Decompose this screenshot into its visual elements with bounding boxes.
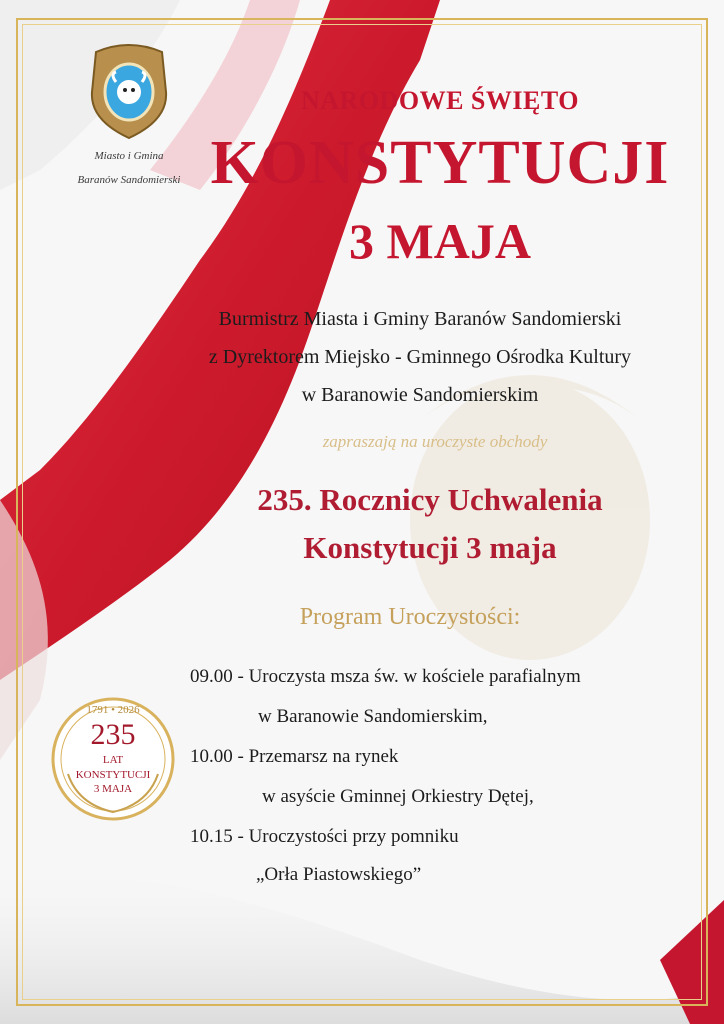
municipality-name-line1: Miasto i Gmina: [94, 150, 164, 162]
badge-line2: 3 MAJA: [93, 783, 133, 795]
anniversary-line1: 235. Rocznicy Uchwalenia: [257, 482, 603, 517]
title-line1: NARODOWE ŚWIĘTO: [301, 86, 579, 115]
invitation-text: zapraszają na uroczyste obchody: [322, 432, 548, 451]
municipality-name-line2: Baranów Sandomierski: [77, 174, 181, 186]
program-line: 10.00 - Przemarsz na rynek: [190, 746, 399, 767]
organizer-line1: Burmistrz Miasta i Gminy Baranów Sandomierski: [218, 308, 622, 330]
coat-of-arms-icon: [86, 42, 172, 142]
title-line3: 3 MAJA: [349, 213, 531, 269]
badge-years: 1791 • 2026: [86, 704, 140, 716]
program-line: 09.00 - Uroczysta msza św. w kościele parafialnym: [190, 666, 581, 687]
organizer-line3: w Baranowie Sandomierskim: [301, 384, 539, 406]
badge-number: 235: [90, 718, 136, 751]
badge-lat: LAT: [102, 754, 124, 766]
anniversary-line2: Konstytucji 3 maja: [303, 530, 557, 565]
program-line: „Orła Piastowskiego”: [256, 864, 422, 885]
badge-line1: KONSTYTUCJI: [75, 769, 151, 781]
program-line: w Baranowie Sandomierskim,: [258, 706, 488, 727]
organizer-line2: z Dyrektorem Miejsko - Gminnego Ośrodka Kultury: [208, 346, 632, 368]
program-title: Program Uroczystości:: [299, 604, 521, 630]
program-line: w asyście Gminnej Orkiestry Dętej,: [262, 786, 534, 807]
program-line: 10.15 - Uroczystości przy pomniku: [190, 826, 459, 847]
title-line2: KONSTYTUCJI: [210, 129, 670, 197]
